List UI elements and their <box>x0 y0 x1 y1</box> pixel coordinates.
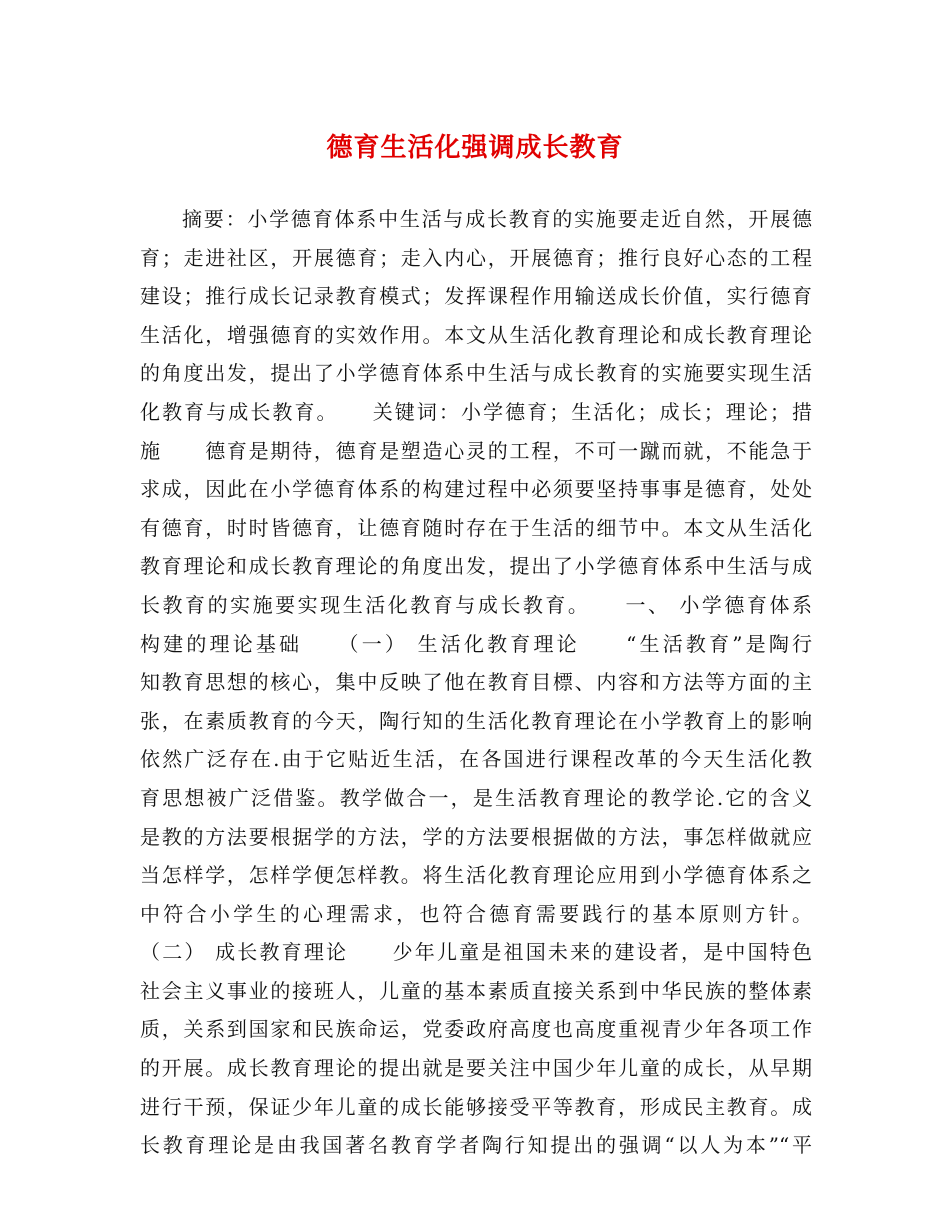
body-line: 育思想被广泛借鉴。教学做合一，是生活教育理论的教学论.它的含义 <box>140 785 812 810</box>
body-line: 社会主义事业的接班人，儿童的基本素质直接关系到中华民族的整体素 <box>140 978 812 1003</box>
body-line: 的角度出发，提出了小学德育体系中生活与成长教育的实施要实现生活 <box>140 361 812 386</box>
body-line: 当怎样学，怎样学便怎样教。将生活化教育理论应用到小学德育体系之 <box>140 863 812 888</box>
body-line: 张，在素质教育的今天，陶行知的生活化教育理论在小学教育上的影响 <box>140 708 812 733</box>
body-line: 进行干预，保证少年儿童的成长能够接受平等教育，形成民主教育。成 <box>140 1094 812 1119</box>
body-line: 构建的理论基础 （一） 生活化教育理论 “生活教育”是陶行 <box>140 631 812 656</box>
body-line: （二） 成长教育理论 少年儿童是祖国未来的建设者，是中国特色 <box>140 940 812 965</box>
body-line: 生活化，增强德育的实效作用。本文从生活化教育理论和成长教育理论 <box>140 322 812 347</box>
body-line: 育；走进社区，开展德育；走入内心，开展德育；推行良好心态的工程 <box>140 245 812 270</box>
body-line: 质，关系到国家和民族命运，党委政府高度也高度重视青少年各项工作 <box>140 1017 812 1042</box>
body-line: 摘要：小学德育体系中生活与成长教育的实施要走近自然，开展德 <box>182 207 812 231</box>
document-title: 德育生活化强调成长教育 <box>326 133 624 163</box>
body-line: 是教的方法要根据学的方法，学的方法要根据做的方法，事怎样做就应 <box>140 824 812 849</box>
body-line: 求成，因此在小学德育体系的构建过程中必须要坚持事事是德育，处处 <box>140 477 812 502</box>
body-line: 中符合小学生的心理需求，也符合德育需要践行的基本原则方针。 <box>140 901 812 926</box>
body-line: 长教育理论是由我国著名教育学者陶行知提出的强调“以人为本”“平 <box>140 1133 812 1158</box>
body-line: 长教育的实施要实现生活化教育与成长教育。 一、 小学德育体系 <box>140 592 812 617</box>
body-line: 施 德育是期待，德育是塑造心灵的工程，不可一蹴而就，不能急于 <box>140 438 812 463</box>
body-line: 教育理论和成长教育理论的角度出发，提出了小学德育体系中生活与成 <box>140 554 812 579</box>
body-line: 有德育，时时皆德育，让德育随时存在于生活的细节中。本文从生活化 <box>140 515 812 540</box>
body-line: 知教育思想的核心，集中反映了他在教育目標、内容和方法等方面的主 <box>140 670 812 695</box>
document-body <box>140 200 812 1165</box>
body-line: 化教育与成长教育。 关键词：小学德育；生活化；成长；理论；措 <box>140 399 812 424</box>
body-line: 的开展。成长教育理论的提出就是要关注中国少年儿童的成长，从早期 <box>140 1056 812 1081</box>
body-line: 依然广泛存在.由于它贴近生活，在各国进行课程改革的今天生活化教 <box>140 747 812 772</box>
body-line: 建设；推行成长记录教育模式；发挥课程作用输送成长价值，实行德育 <box>140 284 812 309</box>
